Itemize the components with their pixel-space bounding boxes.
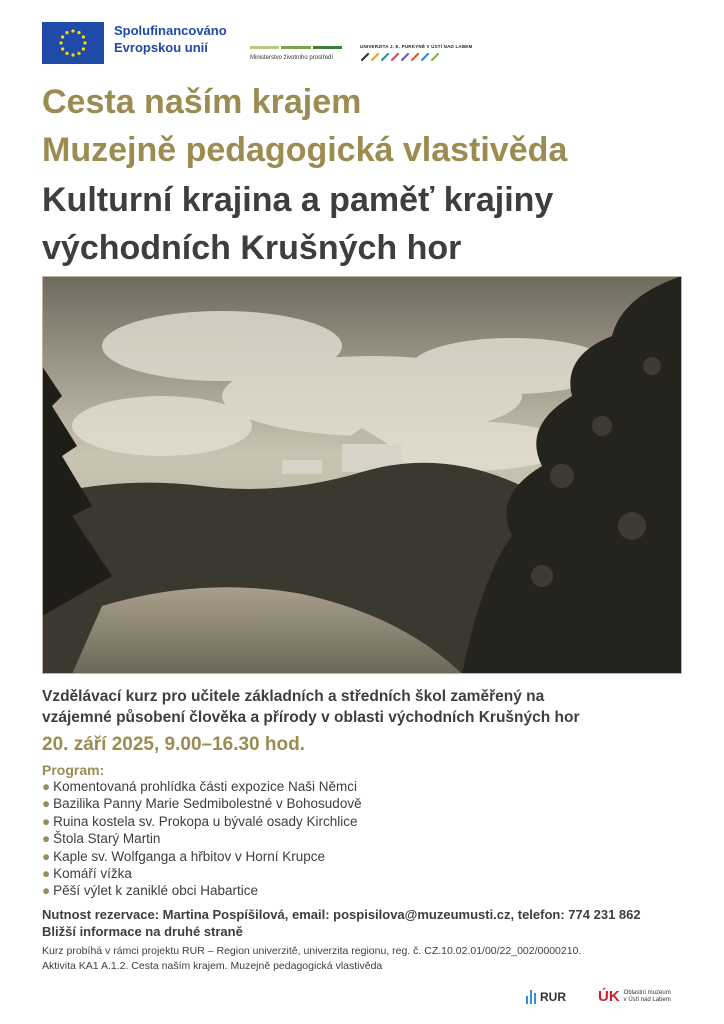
course-description-line2: vzájemné působení člověka a přírody v oblasti východních Krušných hor [42,709,580,726]
university-logo-stripes [360,50,450,62]
rur-logo-label: RUR [540,990,566,1004]
program-item [42,813,362,830]
historic-landscape-photo [42,276,682,674]
rur-logo-bars [526,990,536,1004]
bullet-icon: ● [42,813,51,829]
reservation-info [42,906,641,940]
footer-line1: Kurz probíhá v rámci projektu RUR – Region univerzitě, univerzita regionu, reg. č. CZ.10.02.01/00/22_002/0000210. [42,945,582,957]
rur-logo [526,990,566,1004]
university-logo-label: UNIVERZITA J. E. PURKYNĚ V ÚSTÍ NAD LABEM [360,44,473,49]
museum-logo-text [624,990,671,1004]
bullet-icon: ● [42,831,51,847]
program-item [42,830,362,847]
program-item [42,848,362,865]
course-description [42,686,579,728]
bullet-icon: ● [42,866,51,882]
program-list [42,778,362,900]
university-logo [360,44,473,67]
title-line-3: Kulturní krajina a paměť krajiny [42,181,554,219]
eu-text-line2: Evropskou unií [114,40,208,55]
course-description-line1: Vzdělávací kurz pro učitele základních a středních škol zaměřený na [42,688,545,705]
reservation-more-info: Bližší informace na druhé straně [42,924,243,939]
program-item-text: Ruina kostela sv. Prokopa u bývalé osady Kirchlice [53,813,358,829]
title-line-4: východních Krušných hor [42,229,462,267]
program-item-text: Pěší výlet k zaniklé obci Habartice [53,883,258,899]
program-item [42,795,362,812]
title-line-1: Cesta naším krajem [42,83,362,121]
program-title: Program: [42,762,105,778]
eu-flag-logo [42,22,104,64]
bullet-icon: ● [42,796,51,812]
museum-logo-line1: Oblastní muzeum [623,989,671,996]
footer-line2: Aktivita KA1 A.1.2. Cesta naším krajem. Muzejně pedagogická vlastivěda [42,960,383,972]
ministry-logo [250,46,342,61]
bullet-icon: ● [42,883,51,899]
museum-logo-line2: v Ústí nad Labem [623,996,671,1003]
ministry-logo-label: Ministerstvo životního prostředí [250,55,334,61]
program-item-text: Komáří vížka [53,866,132,882]
title-line-2: Muzejně pedagogická vlastivěda [42,131,568,169]
bullet-icon: ● [42,779,51,794]
program-item [42,778,362,795]
program-item-text: Bazilika Panny Marie Sedmibolestné v Bohosudově [53,796,362,812]
program-item [42,865,362,882]
ministry-logo-bars [250,46,342,49]
museum-logo-mark: ÚK [598,988,620,1005]
bullet-icon: ● [42,848,51,864]
event-date: 20. září 2025, 9.00–16.30 hod. [42,734,306,755]
eu-text-line1: Spolufinancováno [114,23,227,38]
project-footer [42,944,581,974]
program-item-text: Komentovaná prohlídka části expozice Naši Němci [53,779,358,794]
program-item [42,882,362,899]
museum-logo [598,988,671,1005]
program-item-text: Kaple sv. Wolfganga a hřbitov v Horní Krupce [53,848,326,864]
program-item-text: Štola Starý Martin [53,831,161,847]
reservation-contact: Nutnost rezervace: Martina Pospíšilová, email: pospisilova@muzeumusti.cz, telefon: 774 231 862 [42,907,641,922]
eu-cofinancing-text [114,22,227,56]
